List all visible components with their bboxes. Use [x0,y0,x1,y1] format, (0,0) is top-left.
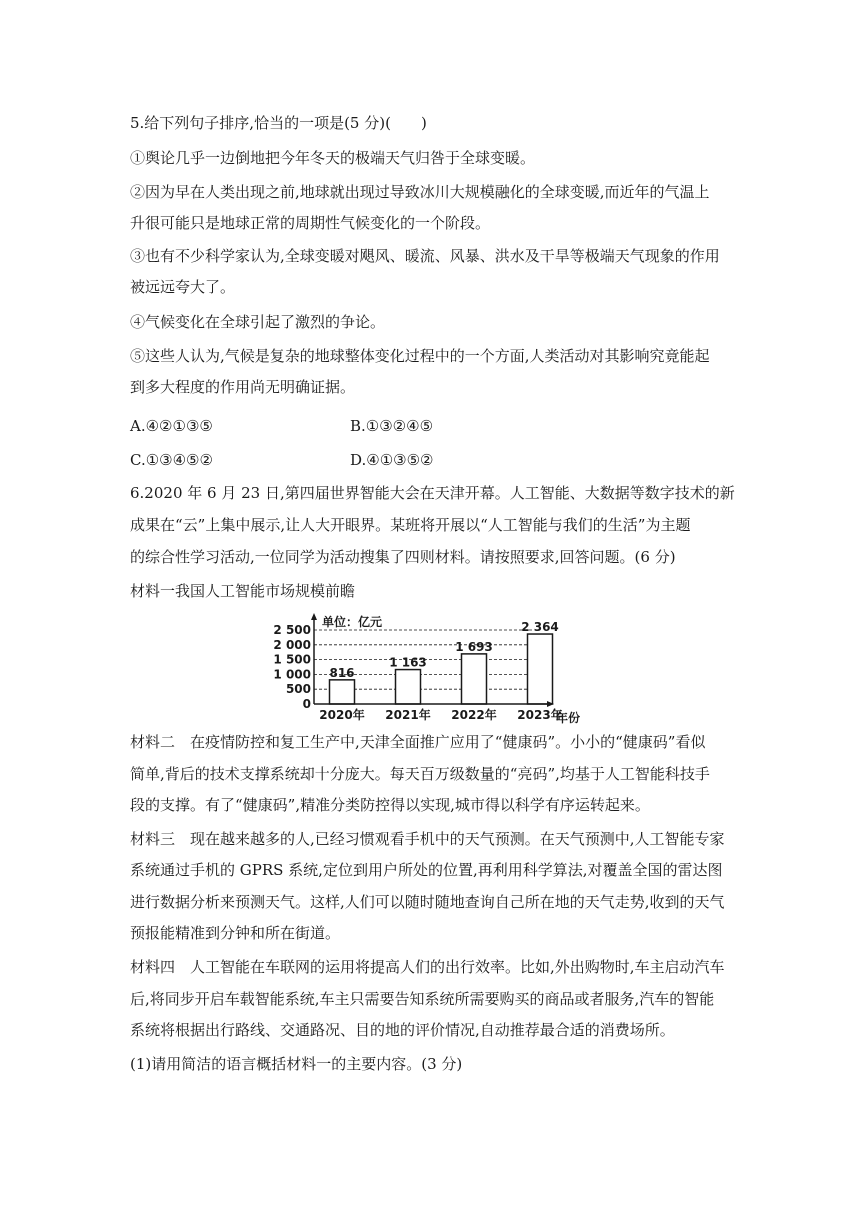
bar [330,680,355,704]
chart-x-axis-label: 年份 [556,711,581,724]
x-tick-label: 2022年 [451,708,497,722]
y-tick-label: 1 500 [273,652,311,667]
q5-sentence-2-line-1: ②因为早在人类出现之前,地球就出现过导致冰川大规模融化的全球变暖,而近年的气温上 [130,183,710,201]
q5-option-d: D.④①③⑤② [350,451,434,469]
q5-option-a: A.④②①③⑤ [130,417,213,435]
chart-y-tick-labels [273,623,311,711]
bar [528,634,553,704]
q6-intro-line-2: 成果在“云”上集中展示,让人大开眼界。某班将开展以“人工智能与我们的生活”为主题 [130,516,691,534]
q5-sentence-3-line-2: 被远远夸大了。 [130,278,236,296]
q5-sentence-1: ①舆论几乎一边倒地把今年冬天的极端天气归咎于全球变暖。 [130,149,536,167]
y-tick-label: 0 [302,697,311,711]
bar-value-label: 816 [329,665,355,680]
q5-sentence-2-line-2: 升很可能只是地球正常的周期性气候变化的一个阶段。 [130,214,491,232]
chart-unit-label: 单位：亿元 [322,615,383,629]
material-4-line-1: 材料四 人工智能在车联网的运用将提高人们的出行效率。比如,外出购物时,车主启动汽车 [130,958,725,976]
bar-value-label: 2 364 [521,620,559,635]
bar-value-label: 1 693 [455,639,493,654]
bar-value-label: 1 163 [389,655,427,670]
q5-stem: 5.给下列句子排序,恰当的一项是(5 分)( ) [130,114,427,132]
q5-option-b: B.①③②④⑤ [350,417,434,435]
x-tick-label: 2020年 [319,708,365,722]
q6-intro-line-1: 6.2020 年 6 月 23 日,第四届世界智能大会在天津开幕。人工智能、大数据等数字技术的新 [130,484,735,502]
bar [462,654,487,704]
question-6-subquestion-1: (1)请用简洁的语言概括材料一的主要内容。(3 分) [130,1055,463,1073]
q5-sentence-3-line-1: ③也有不少科学家认为,全球变暖对飓风、暖流、风暴、洪水及干旱等极端天气现象的作用 [130,247,720,265]
q5-option-c: C.①③④⑤② [130,451,213,469]
material-4-line-2: 后,将同步开启车载智能系统,车主只需要告知系统所需要购买的商品或者服务,汽车的智能 [130,990,715,1008]
material-1-title: 材料一我国人工智能市场规模前瞻 [130,582,356,600]
material-2-line-3: 段的支撑。有了“健康码”,精准分类防控得以实现,城市得以科学有序运转起来。 [130,796,650,814]
q5-sentence-5-line-2: 到多大程度的作用尚无明确证据。 [130,378,356,396]
q5-sentence-5-line-1: ⑤这些人认为,气候是复杂的地球整体变化过程中的一个方面,人类活动对其影响究竟能起 [130,347,710,365]
bar [396,670,421,704]
x-tick-label: 2023年 [517,708,563,722]
y-tick-label: 1 000 [273,667,311,682]
q5-sentence-4: ④气候变化在全球引起了激烈的争论。 [130,313,386,331]
q6-intro-line-3: 的综合性学习活动,一位同学为活动搜集了四则材料。请按照要求,回答问题。(6 分) [130,548,676,566]
y-tick-label: 2 500 [273,623,311,637]
y-tick-label: 2 000 [273,637,311,652]
material-3-line-4: 预报能精准到分钟和所在街道。 [130,924,341,942]
material-2-line-2: 简单,背后的技术支撑系统却十分庞大。每天百万级数量的“亮码”,均基于人工智能科技手 [130,765,710,783]
ai-market-bar-chart [268,612,588,724]
material-3-line-3: 进行数据分析来预测天气。这样,人们可以随时随地查询自己所在地的天气走势,收到的天气 [130,893,725,911]
material-2-line-1: 材料二 在疫情防控和复工生产中,天津全面推广应用了“健康码”。小小的“健康码”看似 [130,733,706,751]
y-axis-arrow [311,613,317,620]
chart-x-labels [319,707,562,722]
material-3-line-1: 材料三 现在越来越多的人,已经习惯观看手机中的天气预测。在天气预测中,人工智能专家 [130,830,725,848]
material-4-line-3: 系统将根据出行路线、交通路况、目的地的评价情况,自动推荐最合适的消费场所。 [130,1021,675,1039]
material-3-line-2: 系统通过手机的 GPRS 系统,定位到用户所处的位置,再利用科学算法,对覆盖全国的雷达图 [130,861,723,879]
y-tick-label: 500 [285,682,311,697]
x-tick-label: 2021年 [385,708,431,722]
